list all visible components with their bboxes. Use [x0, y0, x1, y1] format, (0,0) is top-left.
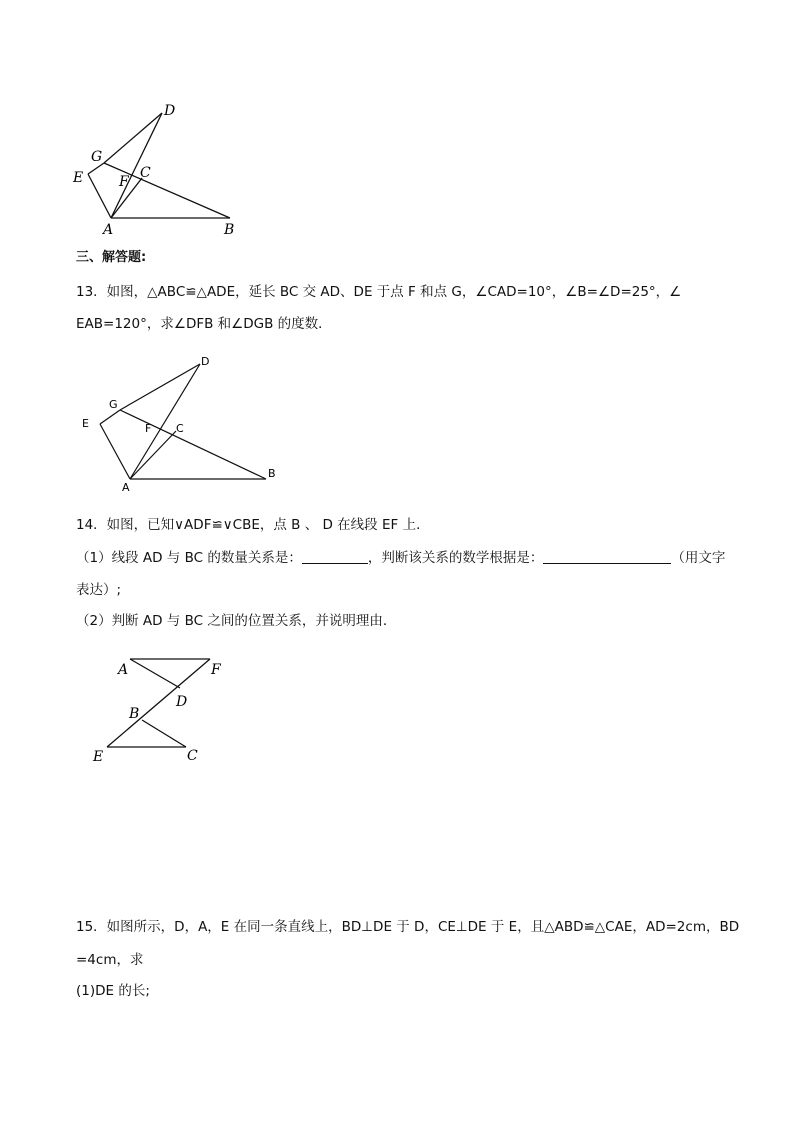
q14-part1-text-c: （用文字 [671, 550, 726, 566]
q14-label-D: D [176, 694, 188, 710]
q14-part1-text-a: （1）线段 AD 与 BC 的数量关系是： [76, 550, 302, 566]
q14-answer-blank-2[interactable] [543, 549, 671, 564]
q13-label-F: F [145, 422, 152, 435]
q14-label-F: F [211, 662, 221, 678]
q13-label-D: D [201, 355, 210, 368]
q13-line1: 13．如图，△ABC≌△ADE，延长 BC 交 AD、DE 于点 F 和点 G，∠CAD=10°，∠B=∠D=25°，∠ [76, 284, 682, 300]
label-G: G [91, 149, 103, 165]
q14-part1-text-b: ，判断该关系的数学根据是： [367, 550, 544, 566]
q14-part2: （2）判断 AD 与 BC 之间的位置关系，并说明理由． [76, 613, 397, 629]
figure-q13 [70, 350, 290, 495]
q13-label-B: B [268, 467, 276, 480]
q14-label-E: E [93, 749, 104, 765]
q15-line3: (1)DE 的长; [76, 983, 150, 999]
section-header: 三、解答题: [76, 250, 147, 265]
q13-label-G: G [109, 398, 118, 411]
label-E: E [73, 170, 84, 186]
q13-line2: EAB=120°，求∠DFB 和∠DGB 的度数． [76, 316, 332, 332]
figure-q14 [85, 650, 245, 770]
label-B: B [224, 222, 235, 238]
q14-part1-cont: 表达）; [76, 582, 122, 598]
q14-part1 [76, 548, 725, 568]
figure-top-triangles [60, 95, 260, 245]
q14-stem: 14．如图，已知∨ADF≌∨CBE，点 B 、 D 在线段 EF 上． [76, 517, 430, 533]
q13-label-A: A [122, 481, 130, 494]
label-A: A [103, 222, 114, 238]
q14-label-C: C [187, 748, 198, 764]
q13-label-C: C [176, 422, 184, 435]
q15-line1: 15．如图所示，D，A，E 在同一条直线上，BD⊥DE 于 D，CE⊥DE 于 E，且△ABD≌△CAE，AD=2cm，BD [76, 919, 740, 935]
label-C: C [140, 165, 151, 181]
q15-line2: =4cm，求 [76, 952, 144, 968]
q14-label-B: B [129, 706, 140, 722]
label-F: F [119, 174, 129, 190]
label-D: D [164, 103, 176, 119]
q14-answer-blank-1[interactable] [302, 549, 368, 564]
q13-label-E: E [82, 417, 89, 430]
q14-label-A: A [118, 662, 129, 678]
